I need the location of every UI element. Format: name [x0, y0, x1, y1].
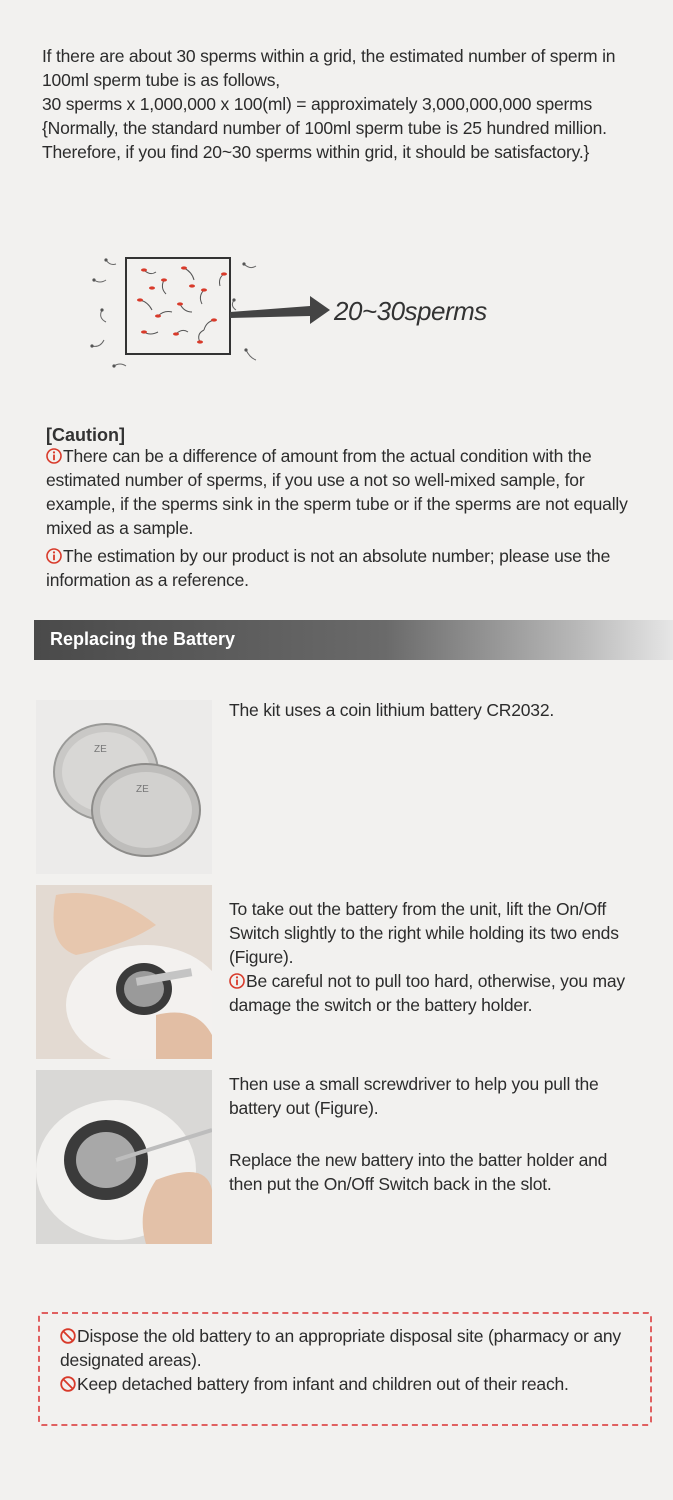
- info-icon: [229, 973, 245, 989]
- intro-line-3: {Normally, the standard number of 100ml sperm tube is 25 hundred million. Therefore, if you find 20~30 sperms within grid, it should be satisfactory.}: [42, 118, 607, 162]
- info-icon: [46, 448, 62, 464]
- notice-text-2: Keep detached battery from infant and children out of their reach.: [77, 1374, 569, 1394]
- disposal-notice-box: [38, 1312, 652, 1426]
- notice-text: [60, 1324, 640, 1396]
- step-2-warning: [229, 969, 639, 1017]
- battery-photo: [36, 700, 212, 874]
- step-1: [229, 698, 639, 722]
- caution-item-1: [46, 444, 636, 540]
- intro-text: [42, 44, 632, 164]
- section-header-bar: [34, 620, 673, 660]
- lift-switch-image: [36, 885, 212, 1059]
- sperm-grid-diagram: [84, 250, 544, 380]
- step-1-text: The kit uses a coin lithium battery CR2032.: [229, 700, 555, 720]
- caution-title: [Caution]: [46, 425, 125, 445]
- prohibited-icon: [60, 1376, 76, 1392]
- step-3: [229, 1072, 639, 1120]
- svg-text:ZE: ZE: [136, 784, 149, 795]
- screwdriver-image: [36, 1070, 212, 1244]
- step-2-text: To take out the battery from the unit, lift the On/Off Switch slightly to the right while holding its two ends (Figure).: [229, 899, 619, 967]
- step-4: [229, 1148, 639, 1196]
- step-3b-text: Replace the new battery into the batter holder and then put the On/Off Switch back in the slot.: [229, 1150, 608, 1194]
- svg-text:ZE: ZE: [94, 744, 107, 755]
- caution-text-2: The estimation by our product is not an absolute number; please use the information as a reference.: [46, 546, 611, 590]
- coin-battery-image: [36, 700, 212, 874]
- notice-item-2: [60, 1372, 640, 1396]
- step-3a-text: Then use a small screwdriver to help you pull the battery out (Figure).: [229, 1074, 599, 1118]
- intro-line-2: 30 sperms x 1,000,000 x 100(ml) = approximately 3,000,000,000 sperms: [42, 94, 593, 114]
- notice-item-1: [60, 1324, 640, 1372]
- info-icon: [46, 548, 62, 564]
- prohibited-icon: [60, 1328, 76, 1344]
- caution-text-1: There can be a difference of amount from the actual condition with the estimated number of sperms, if you use a not so well-mixed sample, for example, if the sperms sink in the sperm tube or if the sperms are not equally mixed as a sample.: [46, 446, 628, 538]
- intro-line-1: If there are about 30 sperms within a grid, the estimated number of sperm in 100ml sperm tube is as follows,: [42, 46, 616, 90]
- step-2: [229, 897, 639, 1017]
- step-2-warning-text: Be careful not to pull too hard, otherwise, you may damage the switch or the battery holder.: [229, 971, 625, 1015]
- sperm-count-label: 20~30sperms: [334, 296, 487, 326]
- notice-text-1: Dispose the old battery to an appropriate disposal site (pharmacy or any designated areas).: [60, 1326, 621, 1370]
- switch-photo: [36, 885, 212, 1059]
- caution-item-2: [46, 544, 636, 592]
- screwdriver-photo: [36, 1070, 212, 1244]
- section-title: Replacing the Battery: [50, 629, 236, 649]
